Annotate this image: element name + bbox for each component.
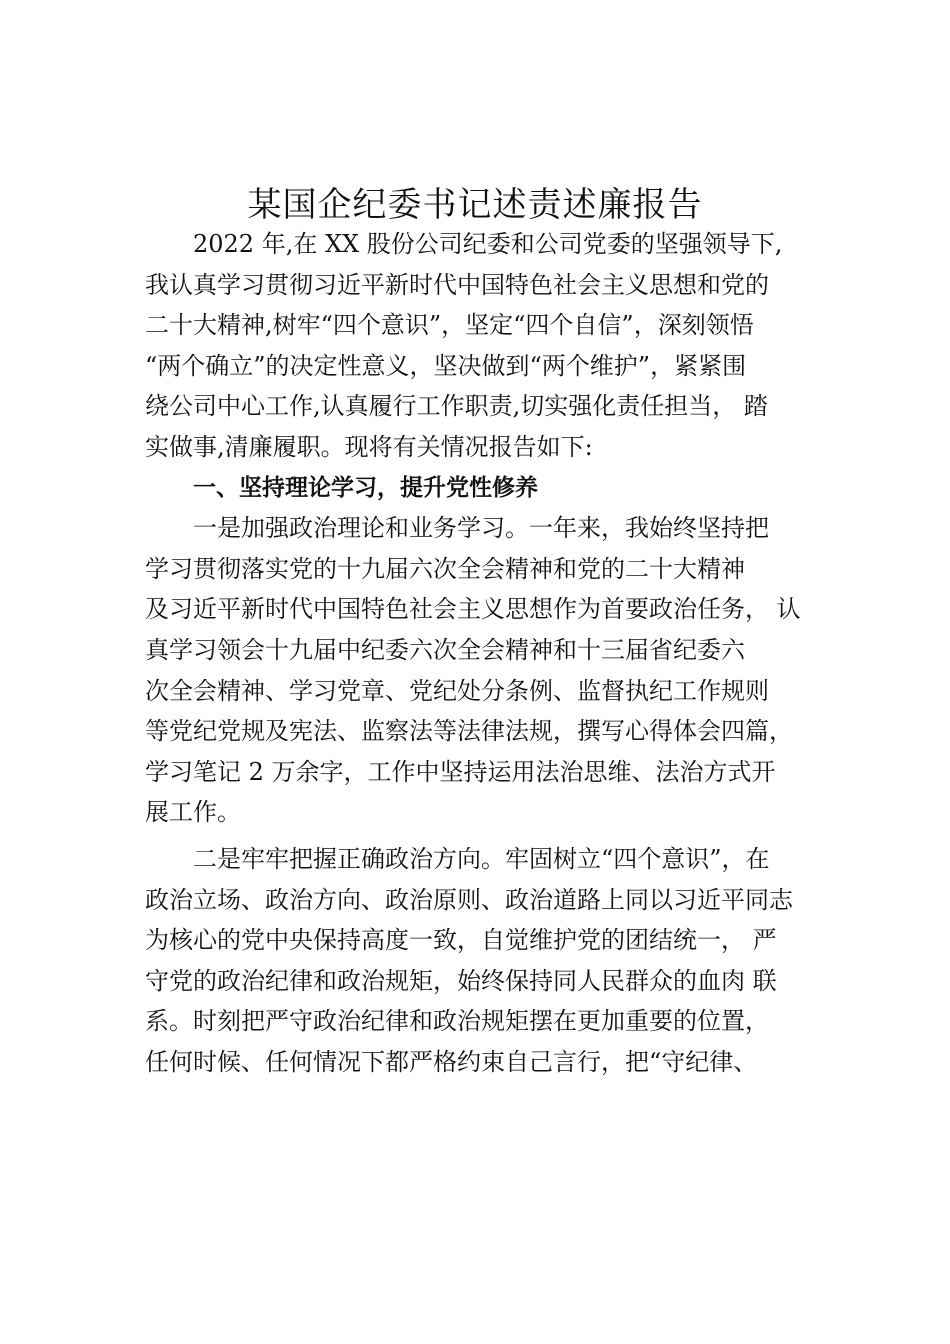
- section-heading: 一、坚持理论学习，提升党性修养: [193, 474, 538, 501]
- text-line: “两个确立”的决定性意义，坚决做到“两个维护”，紧紧围: [145, 351, 747, 380]
- text-line: 政治立场、政治方向、政治原则、政治道路上同以习近平同志: [145, 885, 793, 914]
- text-line: 学习贯彻落实党的十九届六次全会精神和党的二十大精神: [145, 554, 745, 583]
- study-paragraph: [145, 508, 813, 833]
- text-line: 及习近平新时代中国特色社会主义思想作为首要政治任务， 认: [145, 595, 801, 624]
- text-line: 二十大精神,树牢“四个意识”，坚定“四个自信”，深刻领悟: [145, 311, 754, 340]
- text-line: 真学习领会十九届中纪委六次全会精神和十三届省纪委六: [145, 635, 745, 664]
- text-line: 系。时刻把严守政治纪律和政治规矩摆在更加重要的位置，: [145, 1007, 769, 1036]
- text-line: 展工作。: [145, 798, 241, 827]
- text-line: 守党的政治纪律和政治规矩，始终保持同人民群众的血肉 联: [145, 966, 777, 995]
- text-line: 绕公司中心工作,认真履行工作职责,切实强化责任担当， 踏: [145, 392, 768, 421]
- text-line: 次全会精神、学习党章、党纪处分条例、监督执纪工作规则: [145, 676, 769, 705]
- text-line: 二是牢牢把握正确政治方向。牢固树立“四个意识”，在: [193, 844, 770, 873]
- direction-paragraph: [145, 839, 813, 1083]
- text-line: 等党纪党规及宪法、监察法等法律法规，撰写心得体会四篇，: [145, 717, 793, 746]
- intro-paragraph: [145, 224, 813, 468]
- text-line: 2022 年,在 XX 股份公司纪委和公司党委的坚强领导下,: [193, 230, 783, 258]
- document-title: 某国企纪委书记述责述廉报告: [247, 184, 703, 225]
- text-line: 为核心的党中央保持高度一致，自觉维护党的团结统一， 严: [145, 926, 777, 955]
- document-body: [145, 224, 813, 1082]
- text-line: 一是加强政治理论和业务学习。一年来，我始终坚持把: [193, 514, 769, 543]
- text-line: 任何时候、任何情况下都严格约束自己言行，把“守纪律、: [145, 1047, 758, 1076]
- text-line: 我认真学习贯彻习近平新时代中国特色社会主义思想和党的: [145, 270, 769, 299]
- text-line: 学习笔记 2 万余字，工作中坚持运用法治思维、法治方式开: [145, 757, 776, 786]
- text-line: 实做事,清廉履职。现将有关情况报告如下:: [145, 432, 593, 461]
